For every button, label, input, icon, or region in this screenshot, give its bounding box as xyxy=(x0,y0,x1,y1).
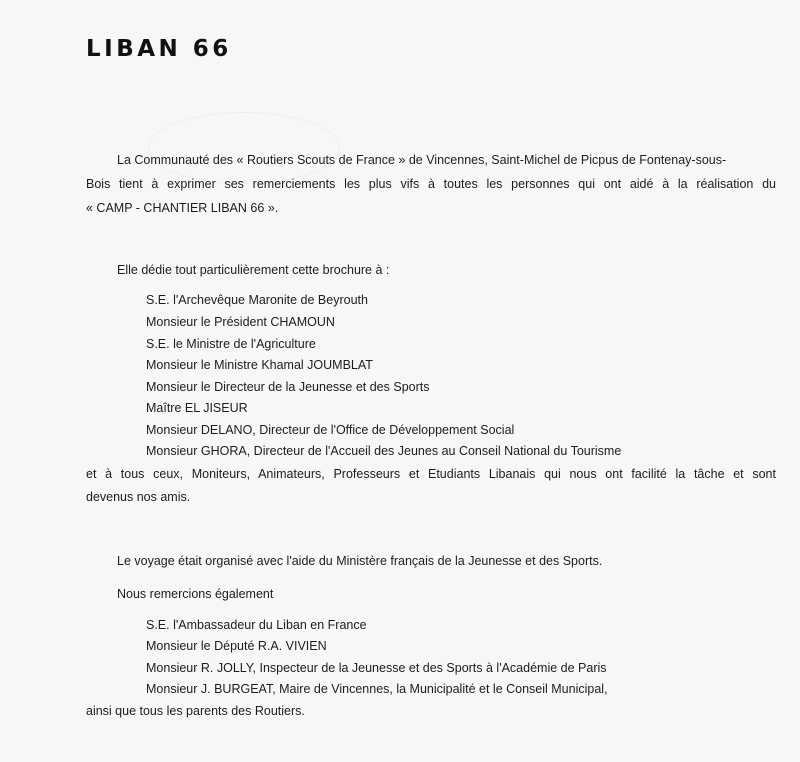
dedication-person: S.E. l'Archevêque Maronite de Beyrouth xyxy=(146,293,368,307)
dedication-heading: Elle dédie tout particulièrement cette brochure à : xyxy=(117,263,390,277)
thanks-heading: Nous remercions également xyxy=(117,587,274,601)
dedication-person: Maître EL JISEUR xyxy=(146,401,248,415)
voyage-sentence: Le voyage était organisé avec l'aide du Ministère français de la Jeunesse et des Sports. xyxy=(117,554,603,568)
dedication-person: Monsieur le Directeur de la Jeunesse et des Sports xyxy=(146,380,430,394)
thanks-person: Monsieur R. JOLLY, Inspecteur de la Jeunesse et des Sports à l'Académie de Paris xyxy=(146,661,607,675)
intro-line-2: Bois tient à exprimer ses remerciements les plus vifs à toutes les personnes qui ont aidé à la réalisation du xyxy=(86,177,776,191)
intro-line-1: La Communauté des « Routiers Scouts de France » de Vincennes, Saint-Michel de Picpus de Fontenay-sous- xyxy=(117,153,727,167)
dedication-person: Monsieur GHORA, Directeur de l'Accueil des Jeunes au Conseil National du Tourisme xyxy=(146,444,622,458)
dedication-person: Monsieur DELANO, Directeur de l'Office de Développement Social xyxy=(146,423,515,437)
thanks-person: Monsieur J. BURGEAT, Maire de Vincennes, la Municipalité et le Conseil Municipal, xyxy=(146,682,608,696)
paper-smudge xyxy=(148,112,340,184)
dedication-closing-2: devenus nos amis. xyxy=(86,490,191,504)
page-title: LIBAN 66 xyxy=(86,36,232,62)
intro-line-3: « CAMP - CHANTIER LIBAN 66 ». xyxy=(86,201,279,215)
thanks-closing: ainsi que tous les parents des Routiers. xyxy=(86,704,305,718)
dedication-closing-1: et à tous ceux, Moniteurs, Animateurs, Professeurs et Etudiants Libanais qui nous ont facilité la tâche et sont xyxy=(86,467,776,481)
dedication-person: Monsieur le Président CHAMOUN xyxy=(146,315,335,329)
dedication-person: S.E. le Ministre de l'Agriculture xyxy=(146,337,316,351)
thanks-person: S.E. l'Ambassadeur du Liban en France xyxy=(146,618,367,632)
dedication-person: Monsieur le Ministre Khamal JOUMBLAT xyxy=(146,358,373,372)
thanks-person: Monsieur le Député R.A. VIVIEN xyxy=(146,639,327,653)
